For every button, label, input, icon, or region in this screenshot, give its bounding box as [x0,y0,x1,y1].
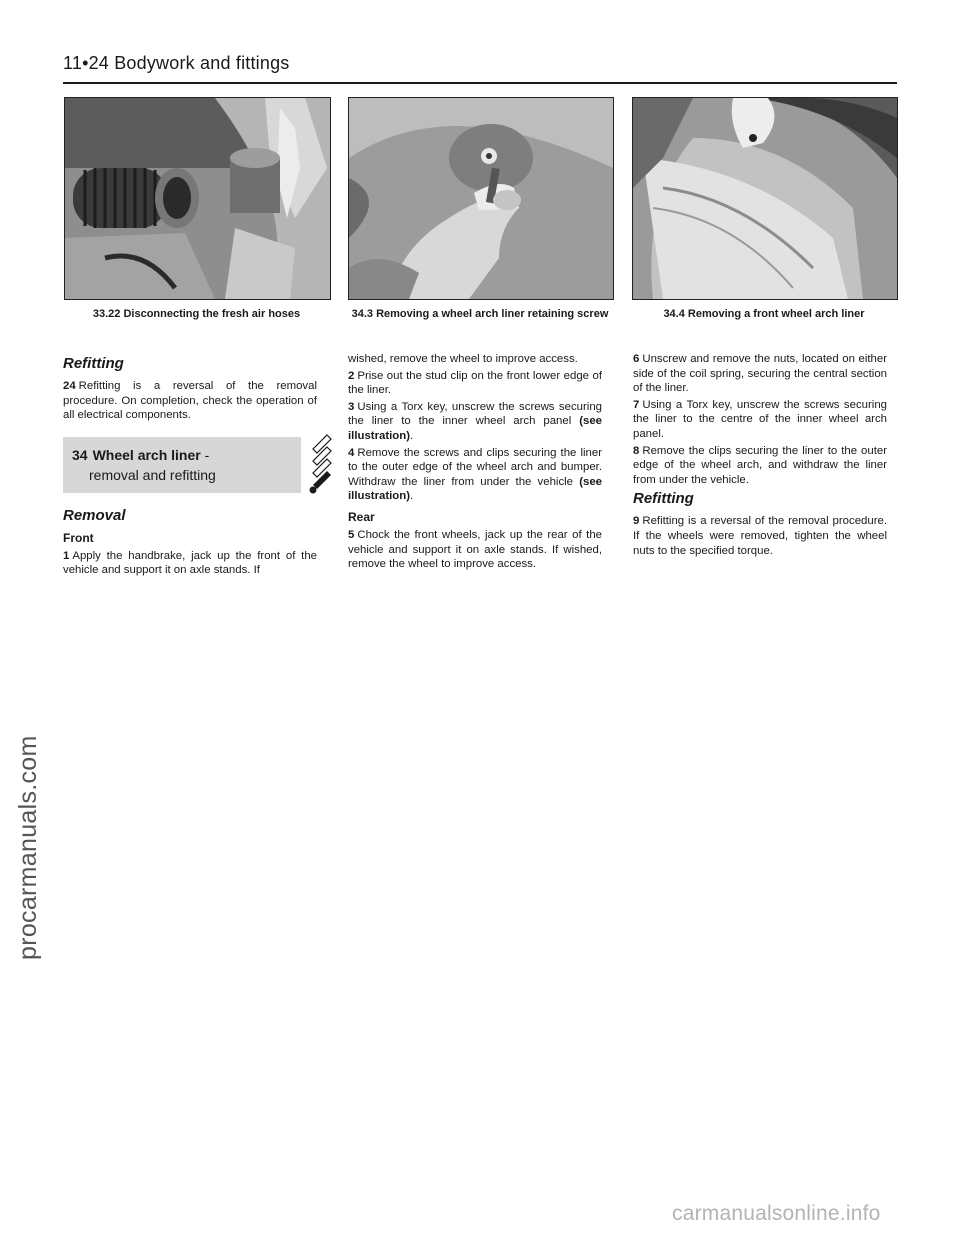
paragraph-1-continued [348,352,602,367]
refitting-heading: Refitting [63,355,124,372]
page-header [63,50,897,84]
step-text: Prise out the stud clip on the front lower edge of the liner. [348,369,602,397]
paragraph-5 [348,528,602,572]
paragraph-2 [348,369,602,398]
step-number: 6 [633,353,640,365]
section-title-box [63,437,301,493]
paragraph-1 [63,549,317,578]
step-number: 9 [633,515,640,528]
paragraph-4: 4 Remove the screws and clips securing the liner to the outer edge of the wheel arch and bumper. Withdraw the liner from under the vehicle (see illustration). [348,446,602,503]
text-column-2 [348,352,602,574]
watermark-text: procarmanuals.com [14,735,42,960]
figure-caption-34-4: 34.4 Removing a front wheel arch liner [663,308,865,320]
removal-heading: Removal [63,506,126,524]
step-text: Refitting is a reversal of the removal procedure. On completion, check the operation of all electrical components. [63,380,317,422]
paragraph-9 [633,514,887,558]
footer-watermark: carmanualsonline.info [672,1202,881,1225]
section-title-main: Wheel arch liner [92,446,201,463]
difficulty-spanner-icon [307,433,333,497]
step-number: 7 [633,398,640,411]
illustration-reference: (see illustration) [348,415,602,442]
section-title-dash: - [200,446,210,463]
figure-caption-33-22: 33.22 Disconnecting the fresh air hoses [92,308,301,320]
step-text: Apply the handbrake, jack up the front of the vehicle and support it on axle stands. If [63,549,317,577]
section-subtitle: removal and refitting [89,466,216,483]
paragraph-8 [633,444,887,488]
text-column-3 [633,352,887,560]
figure-photo-33-22 [64,97,331,300]
step-text: Unscrew and remove the nuts, located on either side of the coil spring, securing the central section of the liner. [633,353,887,395]
step-number: 2 [348,369,355,382]
illustration-reference: (see illustration) [348,475,602,503]
paragraph-3: 3 Using a Torx key, unscrew the screws securing the liner to the inner wheel arch panel (see illustration). [348,400,602,442]
rear-heading: Rear [348,509,375,524]
step-number: 1 [63,549,70,562]
step-text: Using a Torx key, unscrew the screws securing the liner to the inner wheel arch panel [348,400,602,428]
paragraph-6 [633,352,887,396]
side-watermark [14,730,44,960]
figure-caption-34-3: 34.3 Removing a wheel arch liner retaining screw [351,308,609,320]
page-label: 11•24 Bodywork and fittings [63,53,290,73]
step-text: wished, remove the wheel to improve access. [348,353,578,365]
figure-photo-34-4 [632,97,898,300]
step-text: Using a Torx key, unscrew the screws securing the liner to the centre of the inner wheel arch panel. [633,398,887,440]
section-title [72,445,216,485]
step-number: 8 [633,444,640,457]
front-heading: Front [63,530,94,545]
step-text: Chock the front wheels, jack up the rear of the vehicle and support it on axle stands. If wished, remove the wheel to improve access. [348,528,602,571]
section-number: 34 [72,446,88,463]
step-number: 24 [63,380,76,392]
step-number: 4 [348,446,355,459]
paragraph-24 [63,379,317,423]
step-number: 3 [348,400,355,413]
step-text: Refitting is a reversal of the removal procedure. If the wheels were removed, tighten the wheel nuts to the specified torque. [633,515,887,557]
text-column-1 [63,352,317,580]
paragraph-7 [633,398,887,442]
refitting-heading: Refitting [633,490,694,508]
step-text: Remove the screws and clips securing the liner to the outer edge of the wheel arch and bumper. Withdraw the liner from under the vehicle [348,446,602,488]
step-number: 5 [348,528,355,541]
step-text: Remove the clips securing the liner to the outer edge of the wheel arch, and withdraw the liner from under the vehicle. [633,444,887,486]
figure-photo-34-3 [348,97,614,300]
